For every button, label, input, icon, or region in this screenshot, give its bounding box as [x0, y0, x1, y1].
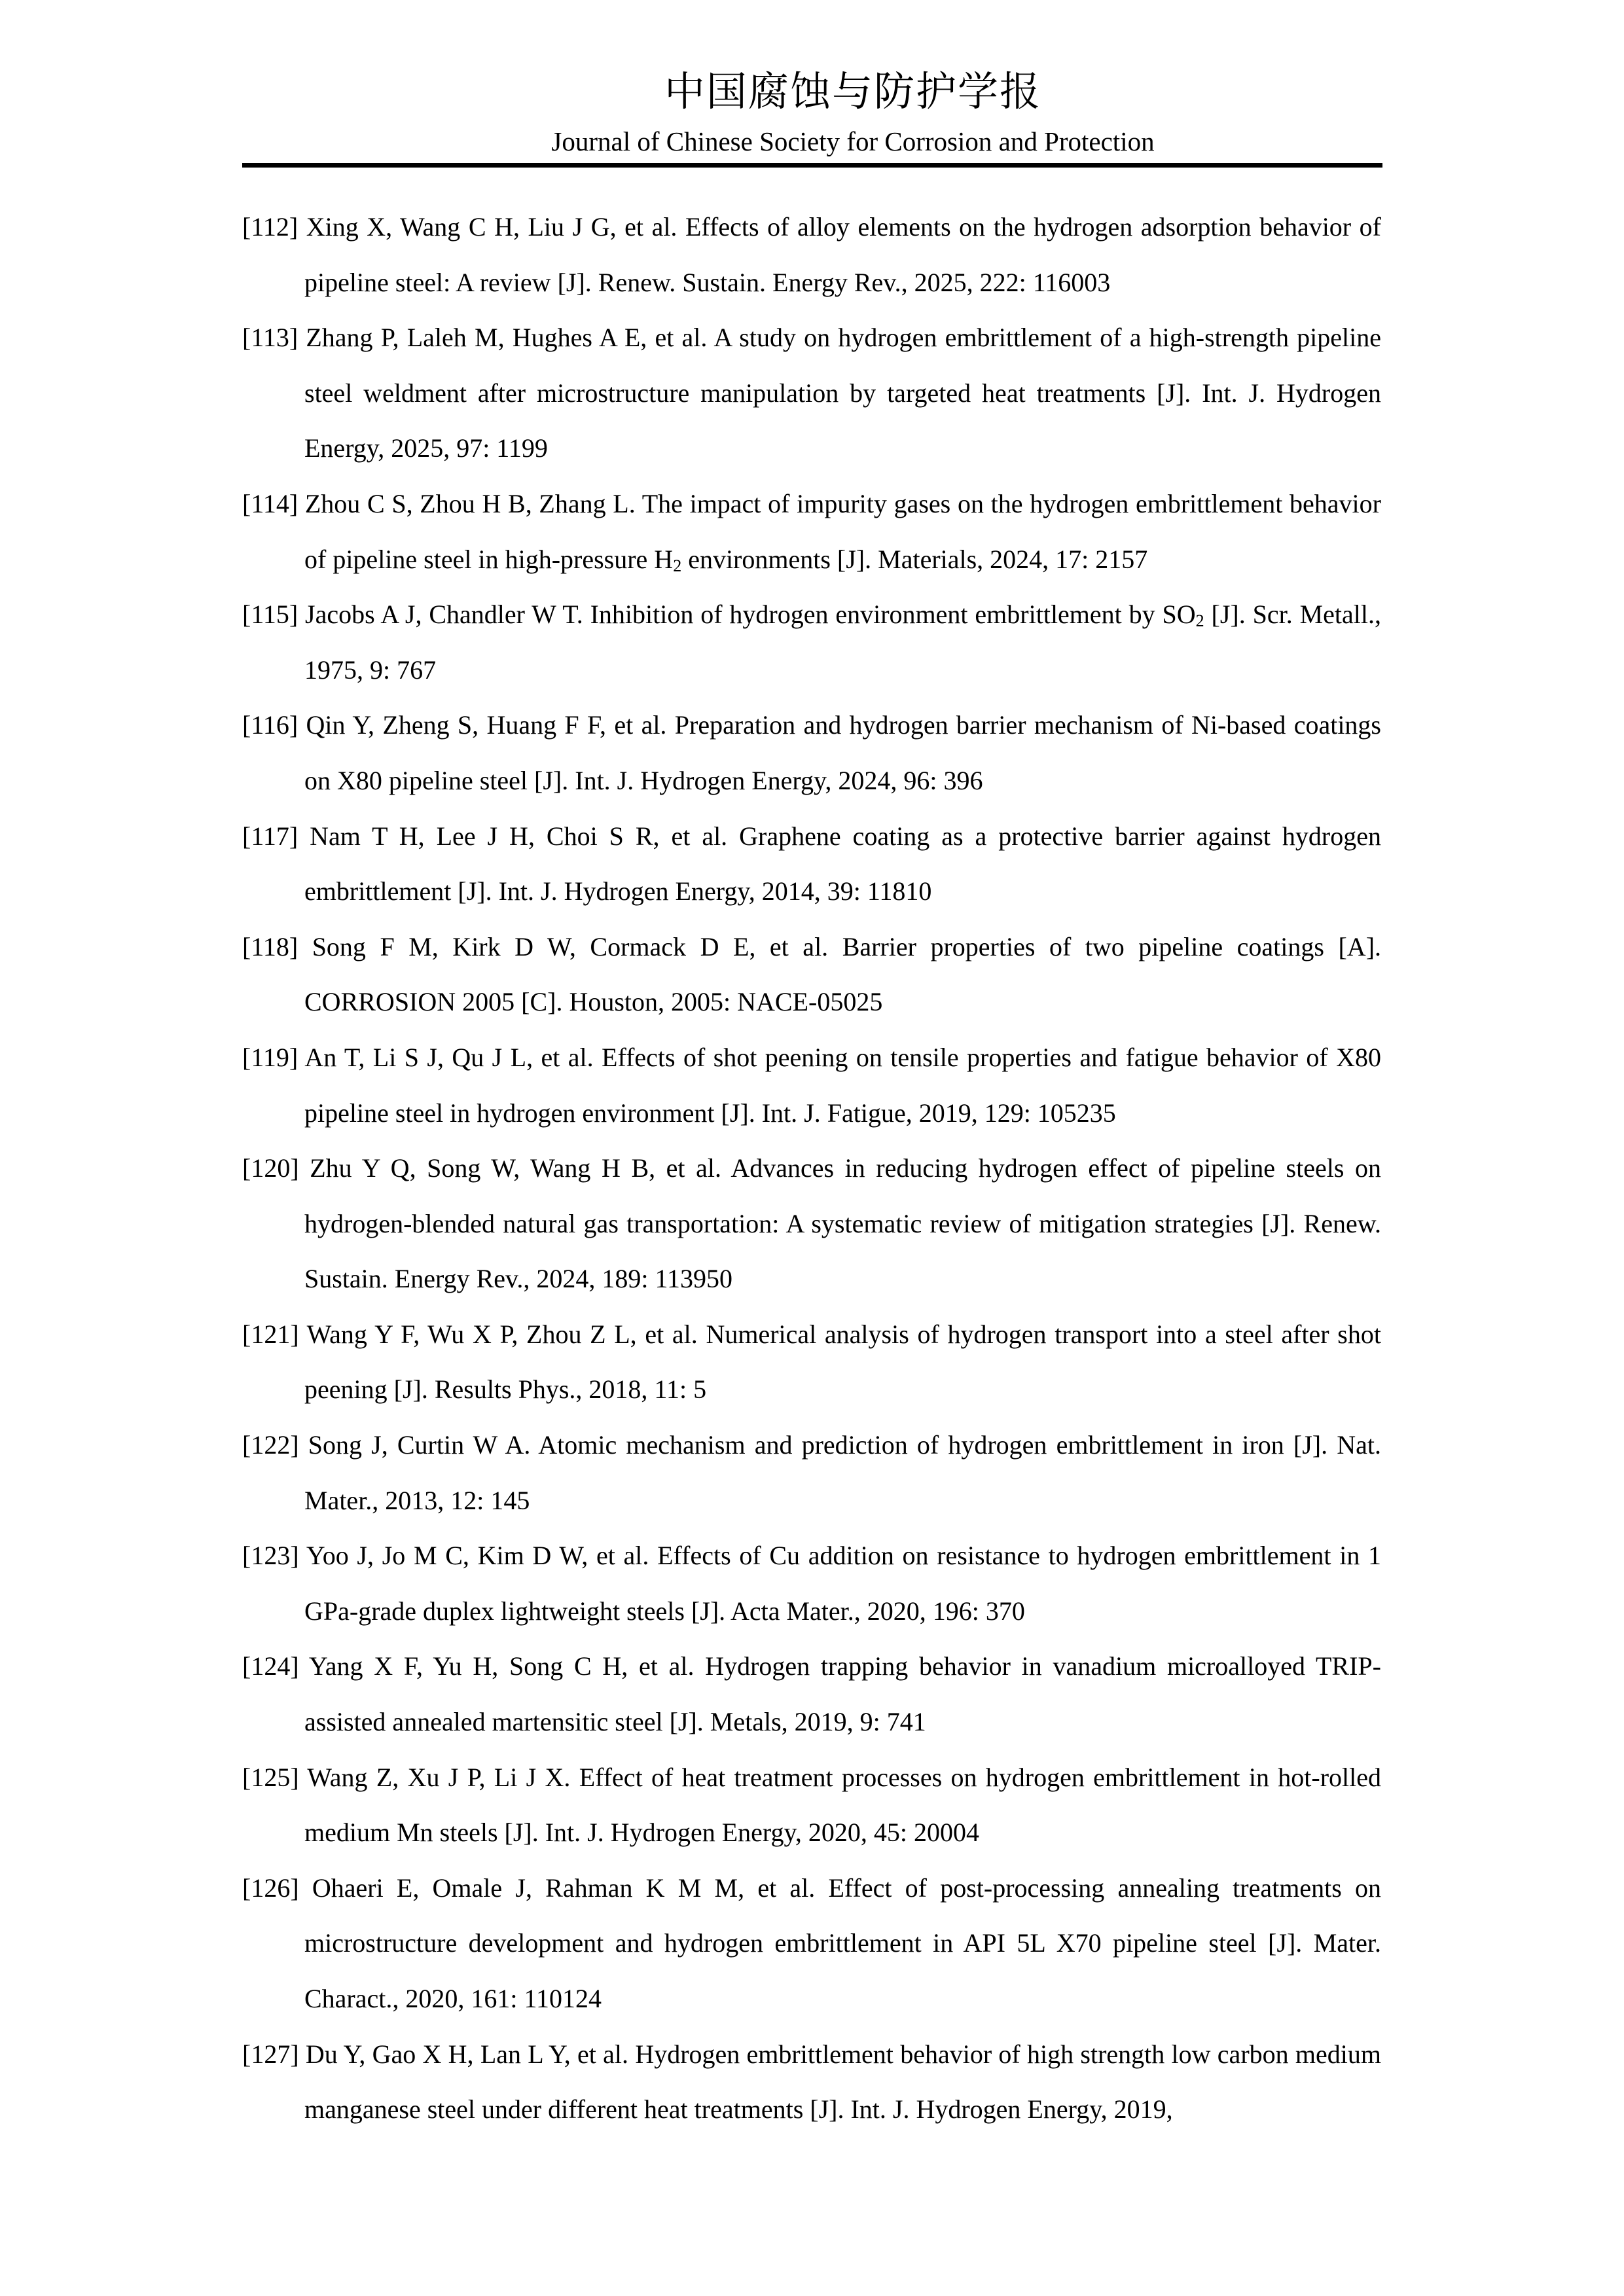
reference-text: Wang Y F, Wu X P, Zhou Z L, et al. Numerical analysis of hydrogen transport into a steel after shot peening [J]. Results Phys., 2018, 11: 5 [304, 1319, 1381, 1405]
reference-number: [118] [242, 931, 298, 961]
reference-text: Jacobs A J, Chandler W T. Inhibition of hydrogen environment embrittlement by $SO_2$ [J]. Scr. Metall., 1975, 9: 767 [304, 600, 1381, 685]
reference-text: Xing X, Wang C H, Liu J G, et al. Effects of alloy elements on the hydrogen adsorption behavior of pipeline steel: A review [J]. Renew. Sustain. Energy Rev., 2025, 222: 116003 [304, 212, 1382, 297]
reference-item [242, 1030, 1381, 1141]
reference-item [242, 1418, 1381, 1528]
reference-number: [125] [242, 1762, 299, 1792]
reference-item [242, 920, 1381, 1030]
reference-text: Zhu Y Q, Song W, Wang H B, et al. Advances in reducing hydrogen effect of pipeline steels on hydrogen-blended natural gas transportation: A systematic review of mitigation strategies [J]. Renew. Sustain. Energy Rev., 2024, 189: 113950 [304, 1153, 1381, 1294]
journal-title-english: Journal of Chinese Society for Corrosion and Protection [551, 126, 1155, 156]
subscript-text: 2 [673, 556, 682, 575]
journal-title-chinese: 中国腐蚀与防护学报 [664, 70, 1041, 115]
reference-item [242, 587, 1381, 698]
page-header [242, 0, 1382, 170]
reference-item [242, 1307, 1381, 1418]
reference-item [242, 809, 1381, 920]
reference-text: Yoo J, Jo M C, Kim D W, et al. Effects of Cu addition on resistance to hydrogen embrittlement in 1 GPa-grade duplex lightweight steels [J]. Acta Mater., 2020, 196: 370 [304, 1541, 1382, 1626]
reference-number: [123] [242, 1541, 299, 1571]
reference-number: [115] [242, 600, 298, 630]
reference-item [242, 1528, 1381, 1639]
reference-item [242, 2027, 1381, 2138]
reference-text: Song F M, Kirk D W, Cormack D E, et al. Barrier properties of two pipeline coatings [A]. CORROSION 2005 [C]. Houston, 2005: NACE-05025 [304, 931, 1382, 1017]
reference-item [242, 310, 1381, 476]
reference-text: Yang X F, Yu H, Song C H, et al. Hydrogen trapping behavior in vanadium microalloyed TRIP-assisted annealed martensitic steel [J]. Metals, 2019, 9: 741 [304, 1651, 1382, 1737]
reference-number: [119] [242, 1042, 298, 1072]
reference-item [242, 1141, 1381, 1307]
reference-number: [120] [242, 1153, 299, 1183]
reference-item [242, 1639, 1381, 1749]
reference-number: [114] [242, 488, 298, 518]
reference-item [242, 200, 1381, 310]
reference-text: Zhou C S, Zhou H B, Zhang L. The impact of impurity gases on the hydrogen embrittlement behavior of pipeline steel in high-pressure $H_2$ environments [J]. Materials, 2024, 17: 2157 [304, 488, 1381, 575]
reference-text: Song J, Curtin W A. Atomic mechanism and prediction of hydrogen embrittlement in iron [J]. Nat. Mater., 2013, 12: 145 [304, 1430, 1381, 1515]
reference-number: [127] [242, 2039, 299, 2069]
reference-number: [116] [242, 710, 298, 740]
reference-text: Du Y, Gao X H, Lan L Y, et al. Hydrogen embrittlement behavior of high strength low carbon medium manganese steel under different heat treatments [J]. Int. J. Hydrogen Energy, 2019, [304, 2039, 1382, 2125]
reference-number: [122] [242, 1430, 299, 1460]
reference-number: [121] [242, 1319, 299, 1349]
reference-list [242, 200, 1381, 2138]
reference-item [242, 1750, 1381, 1861]
reference-number: [113] [242, 323, 298, 353]
reference-text: An T, Li S J, Qu J L, et al. Effects of shot peening on tensile properties and fatigue behavior of X80 pipeline steel in hydrogen environment [J]. Int. J. Fatigue, 2019, 129: 105235 [304, 1042, 1381, 1128]
reference-item [242, 1861, 1381, 2027]
reference-item [242, 476, 1381, 587]
reference-text: Qin Y, Zheng S, Huang F F, et al. Preparation and hydrogen barrier mechanism of Ni-based coatings on X80 pipeline steel [J]. Int. J. Hydrogen Energy, 2024, 96: 396 [304, 710, 1382, 795]
reference-item [242, 698, 1381, 808]
reference-number: [124] [242, 1651, 299, 1681]
reference-text: Wang Z, Xu J P, Li J X. Effect of heat treatment processes on hydrogen embrittlement in hot-rolled medium Mn steels [J]. Int. J. Hydrogen Energy, 2020, 45: 20004 [304, 1762, 1382, 1848]
reference-number: [112] [242, 212, 298, 242]
subscript-text: 2 [1195, 611, 1204, 631]
reference-text: Zhang P, Laleh M, Hughes A E, et al. A study on hydrogen embrittlement of a high-strength pipeline steel weldment after microstructure manipulation by targeted heat treatments [J]. Int. J. Hydrogen Energy, 2025, 97: 1199 [304, 323, 1382, 463]
reference-text: Ohaeri E, Omale J, Rahman K M M, et al. Effect of post-processing annealing treatments on microstructure development and hydrogen embrittlement in API 5L X70 pipeline steel [J]. Mater. Charact., 2020, 161: 110124 [304, 1873, 1381, 2013]
reference-number: [126] [242, 1873, 299, 1903]
reference-number: [117] [242, 821, 298, 851]
reference-text: Nam T H, Lee J H, Choi S R, et al. Graphene coating as a protective barrier against hydrogen embrittlement [J]. Int. J. Hydrogen Energy, 2014, 39: 11810 [304, 821, 1382, 906]
header-divider-rule [242, 163, 1382, 168]
